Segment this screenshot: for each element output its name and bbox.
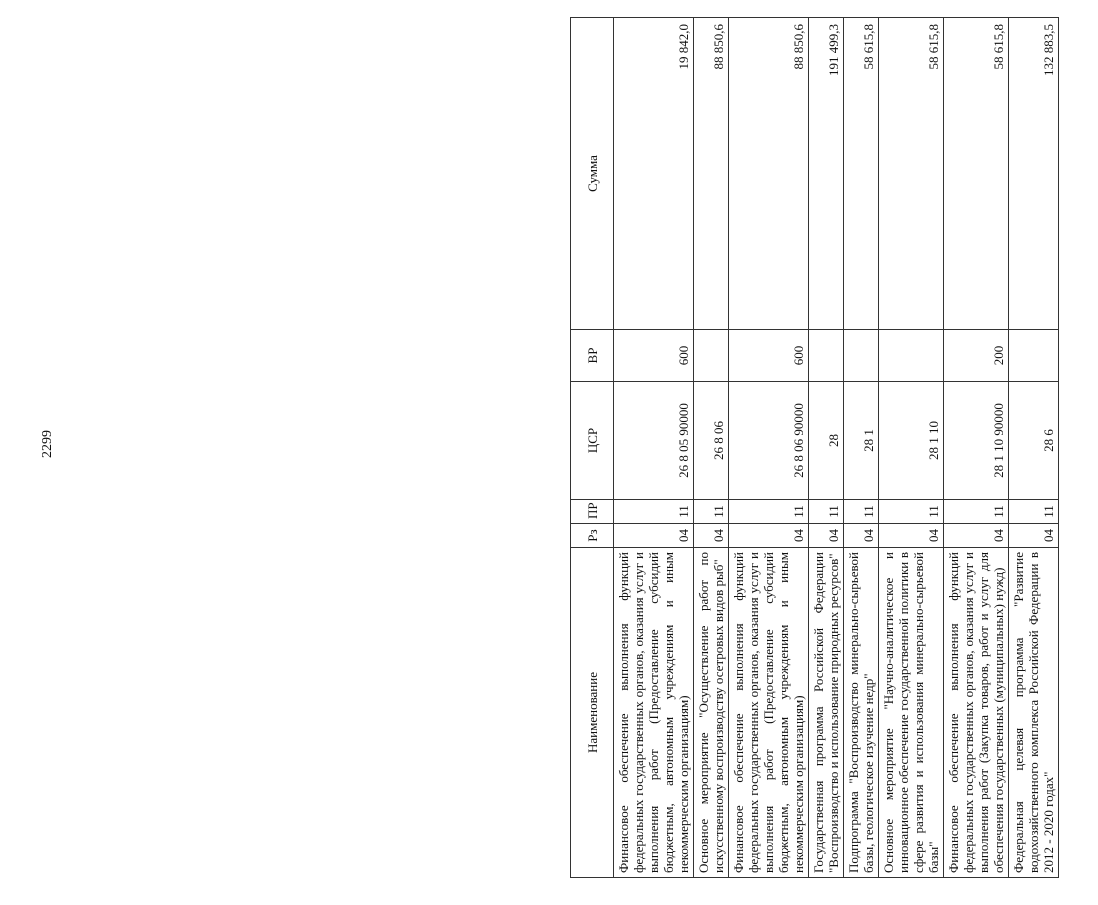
row-vr [809,330,844,382]
header-rz: Рз [571,524,614,548]
row-vr: 600 [614,330,694,382]
row-sum: 88 850,6 [694,18,729,330]
budget-table [570,17,1059,878]
row-name: Государственная программа Российской Федерации "Воспроизводство и использование природных ресурсов" [809,548,844,878]
row-rz: 04 [944,524,1009,548]
row-pr: 11 [944,500,1009,524]
row-rz: 04 [614,524,694,548]
row-vr [844,330,879,382]
row-sum: 19 842,0 [614,18,694,330]
row-name: Основное мероприятие "Научно-аналитическое и инновационное обеспечение государственной политики в сфере развития и использования минерально-сырьевой базы" [879,548,944,878]
row-csr: 28 1 10 [879,382,944,500]
row-vr [1009,330,1059,382]
row-vr [879,330,944,382]
row-name: Финансовое обеспечение выполнения функций федеральных государственных органов, оказания услуг и выполнения работ (Закупка товаров, работ и услуг для обеспечения государственных (муниципальных) нужд) [944,548,1009,878]
row-rz: 04 [1009,524,1059,548]
header-pr: ПР [571,500,614,524]
table-row [1009,18,1059,878]
row-pr: 11 [729,500,809,524]
row-sum: 88 850,6 [729,18,809,330]
row-csr: 26 8 05 90000 [614,382,694,500]
row-pr: 11 [614,500,694,524]
row-name: Финансовое обеспечение выполнения функций федеральных государственных органов, оказания услуг и выполнения работ (Предоставление субсидий бюджетным, автономным учреждениям и иным некоммерческим организациям) [614,548,694,878]
row-csr: 28 1 [844,382,879,500]
table-row [614,18,694,878]
row-pr: 11 [694,500,729,524]
row-sum: 58 615,8 [944,18,1009,330]
row-rz: 04 [809,524,844,548]
table-row [694,18,729,878]
row-name: Подпрограмма "Воспроизводство минерально-сырьевой базы, геологическое изучение недр" [844,548,879,878]
row-csr: 28 6 [1009,382,1059,500]
row-name: Финансовое обеспечение выполнения функций федеральных государственных органов, оказания услуг и выполнения работ (Предоставление субсидий бюджетным, автономным учреждениям и иным некоммерческим организациям) [729,548,809,878]
row-sum: 132 883,5 [1009,18,1059,330]
table-row [729,18,809,878]
row-rz: 04 [729,524,809,548]
row-pr: 11 [879,500,944,524]
header-vr: ВР [571,330,614,382]
rotated-page [570,18,1098,878]
row-sum: 58 615,8 [879,18,944,330]
row-sum: 191 499,3 [809,18,844,330]
row-csr: 28 [809,382,844,500]
row-name: Федеральная целевая программа "Развитие водохозяйственного комплекса Российской Федерации в 2012 - 2020 годах" [1009,548,1059,878]
table-row [944,18,1009,878]
row-csr: 26 8 06 90000 [729,382,809,500]
row-pr: 11 [844,500,879,524]
row-vr: 600 [729,330,809,382]
table-row [844,18,879,878]
row-vr [694,330,729,382]
row-csr: 26 8 06 [694,382,729,500]
row-csr: 28 1 10 90000 [944,382,1009,500]
header-csr: ЦСР [571,382,614,500]
row-sum: 58 615,8 [844,18,879,330]
table-header-row [571,18,614,878]
row-pr: 11 [809,500,844,524]
row-vr: 200 [944,330,1009,382]
row-rz: 04 [844,524,879,548]
table-row [879,18,944,878]
header-name: Наименование [571,548,614,878]
row-pr: 11 [1009,500,1059,524]
row-rz: 04 [879,524,944,548]
row-rz: 04 [694,524,729,548]
table-row [809,18,844,878]
row-name: Основное мероприятие "Осуществление работ по искусственному воспроизводству осетровых видов рыб" [694,548,729,878]
page-number: 2299 [40,430,55,458]
header-sum: Сумма [571,18,614,330]
